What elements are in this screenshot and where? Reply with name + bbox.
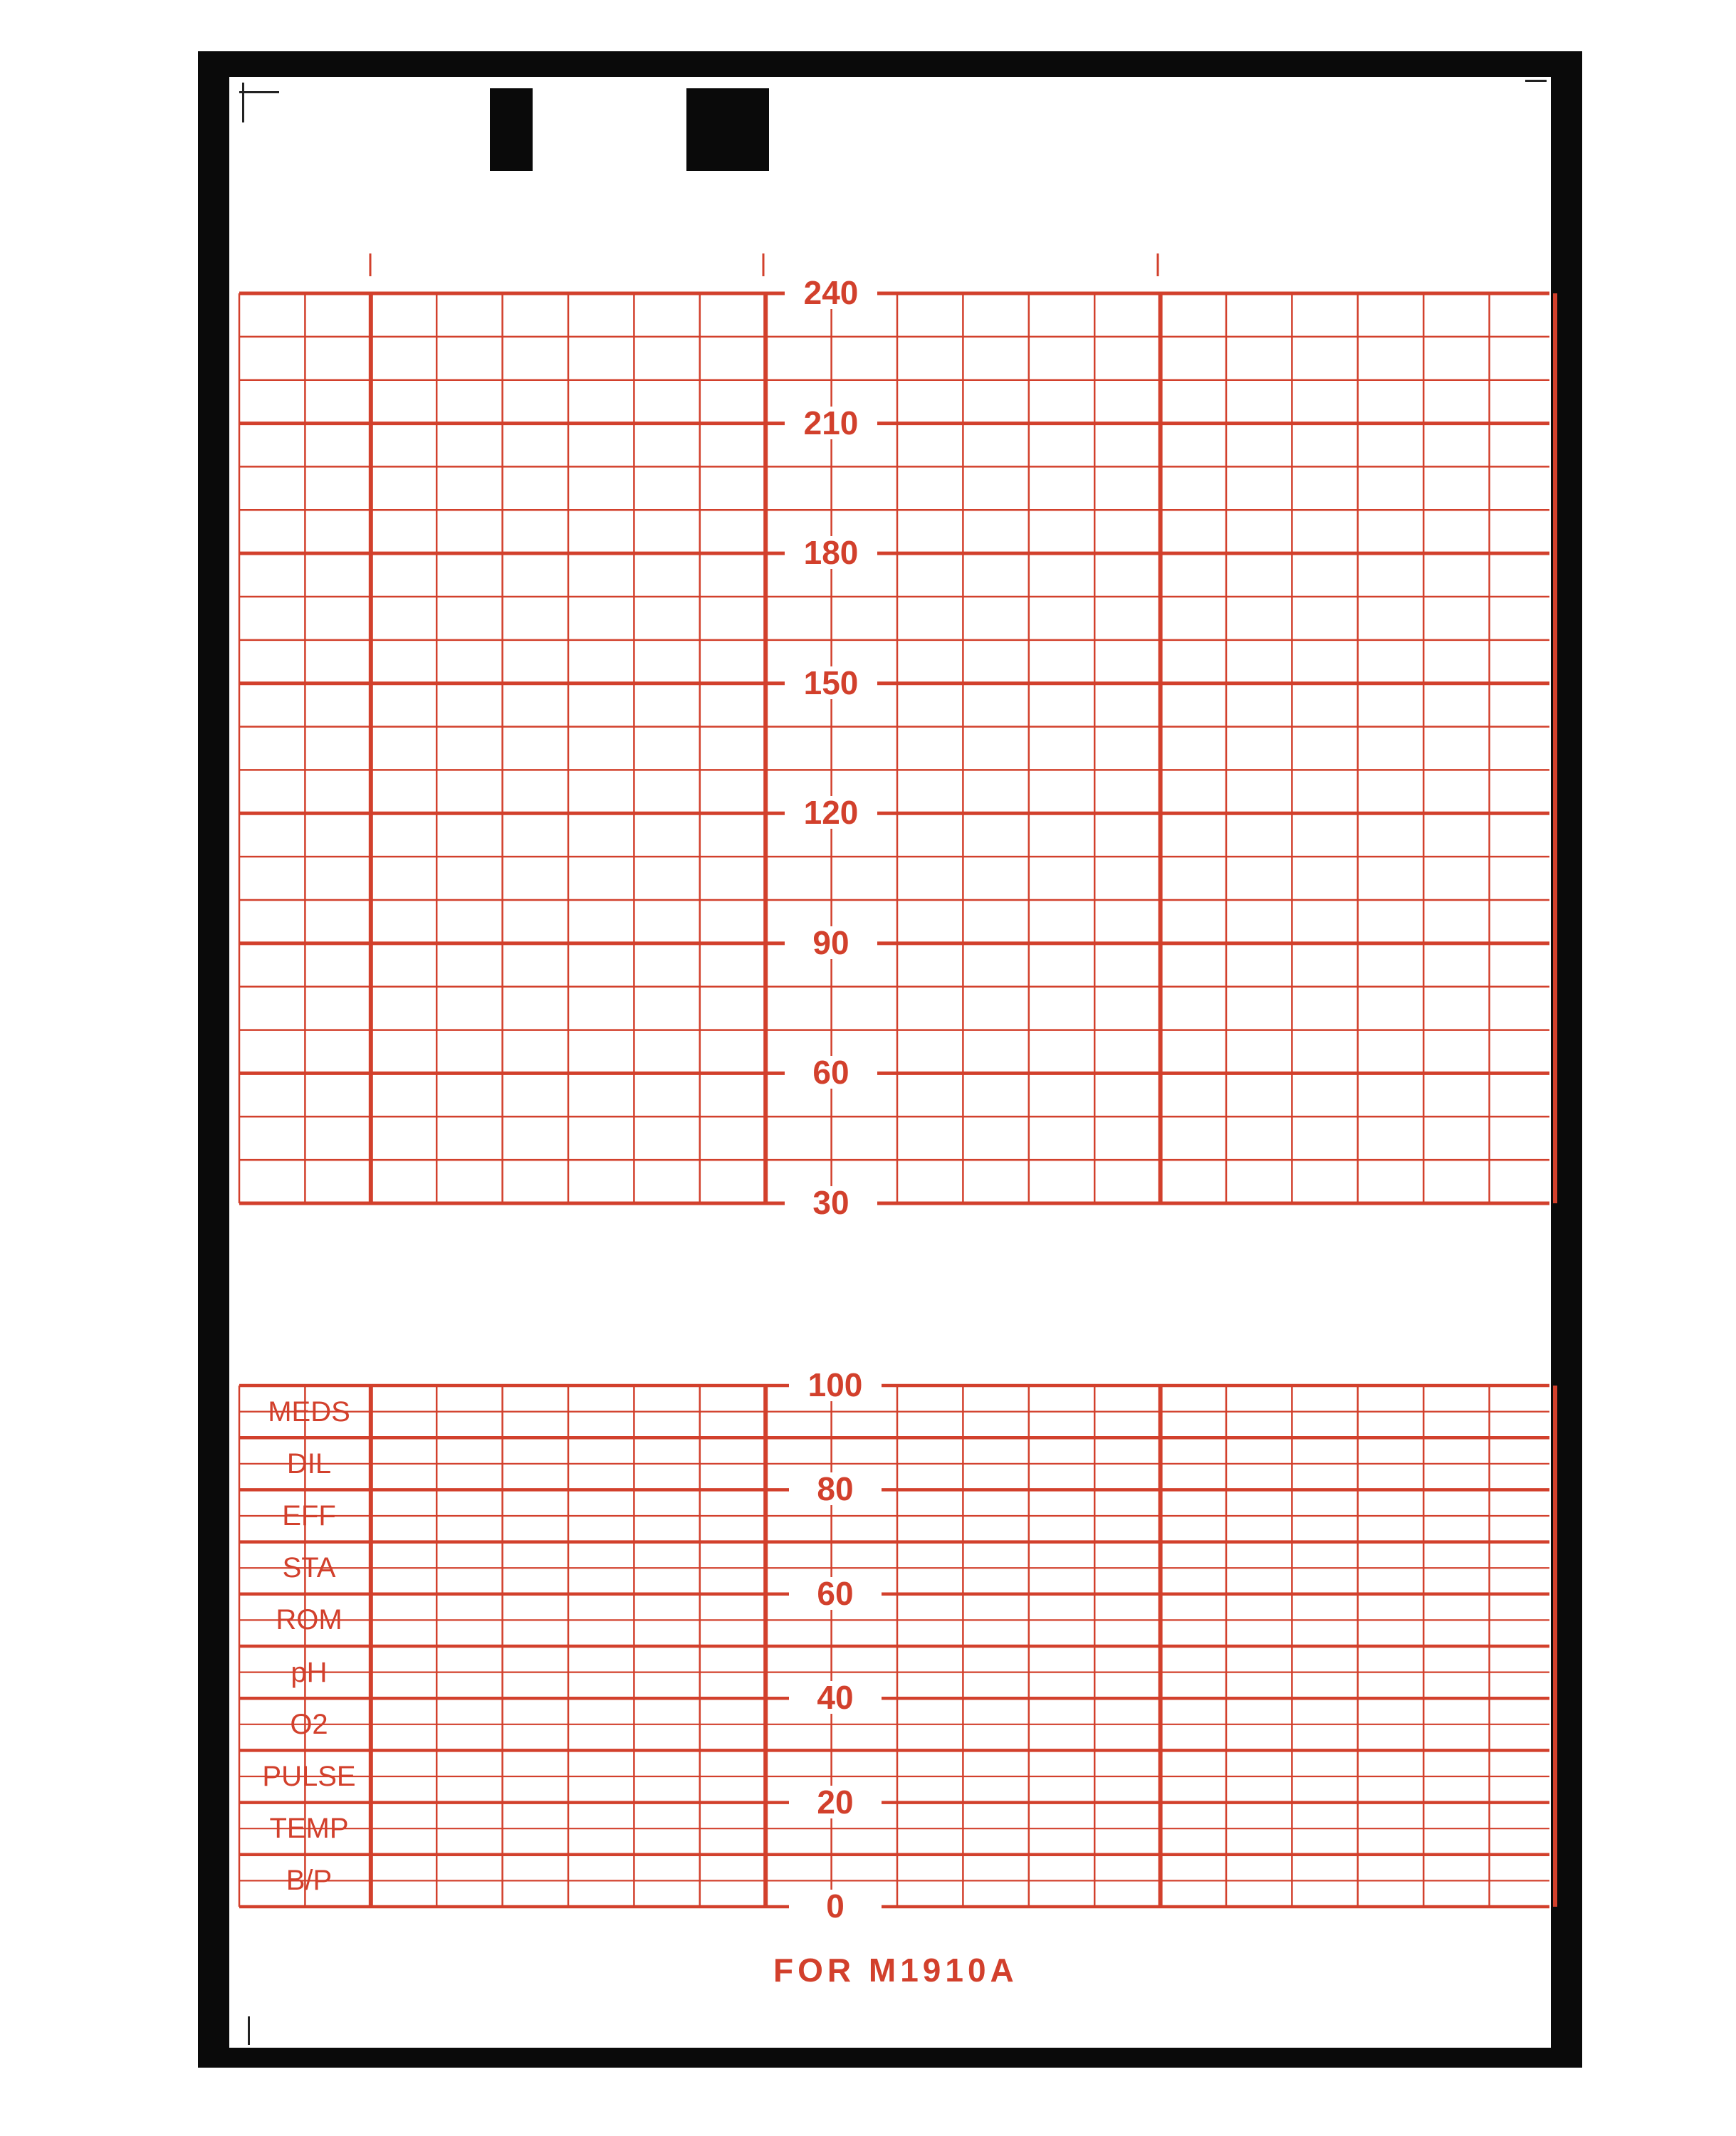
fhr-scale-label: 210 <box>785 407 877 439</box>
uc-scale-label: 60 <box>789 1577 882 1610</box>
fhr-scale-label: 150 <box>785 666 877 699</box>
row-label: DIL <box>286 1447 332 1480</box>
row-label: MEDS <box>268 1396 350 1428</box>
row-label: PULSE <box>262 1761 356 1792</box>
uc-scale-label: 20 <box>789 1786 882 1818</box>
fhr-scale-label: 30 <box>785 1186 877 1219</box>
fhr-scale-label: 60 <box>785 1056 877 1089</box>
row-label: TEMP <box>269 1813 349 1845</box>
uc-scale-label: 80 <box>789 1472 882 1505</box>
row-label: STA <box>282 1552 336 1584</box>
row-label: B/P <box>286 1865 333 1897</box>
footer-model-text: FOR M1910A <box>773 1952 1018 1989</box>
uc-scale-label: 40 <box>789 1681 882 1714</box>
row-label: EFF <box>282 1500 336 1532</box>
fhr-scale-label: 240 <box>785 276 877 309</box>
fhr-scale-label: 180 <box>785 536 877 569</box>
row-label: pH <box>291 1656 328 1688</box>
uc-scale-label: 0 <box>789 1890 882 1922</box>
fhr-scale-label: 90 <box>785 926 877 959</box>
uc-scale-label: 100 <box>789 1368 882 1401</box>
row-label: ROM <box>276 1604 343 1636</box>
fhr-scale-label: 120 <box>785 796 877 829</box>
row-label: O2 <box>290 1708 328 1740</box>
